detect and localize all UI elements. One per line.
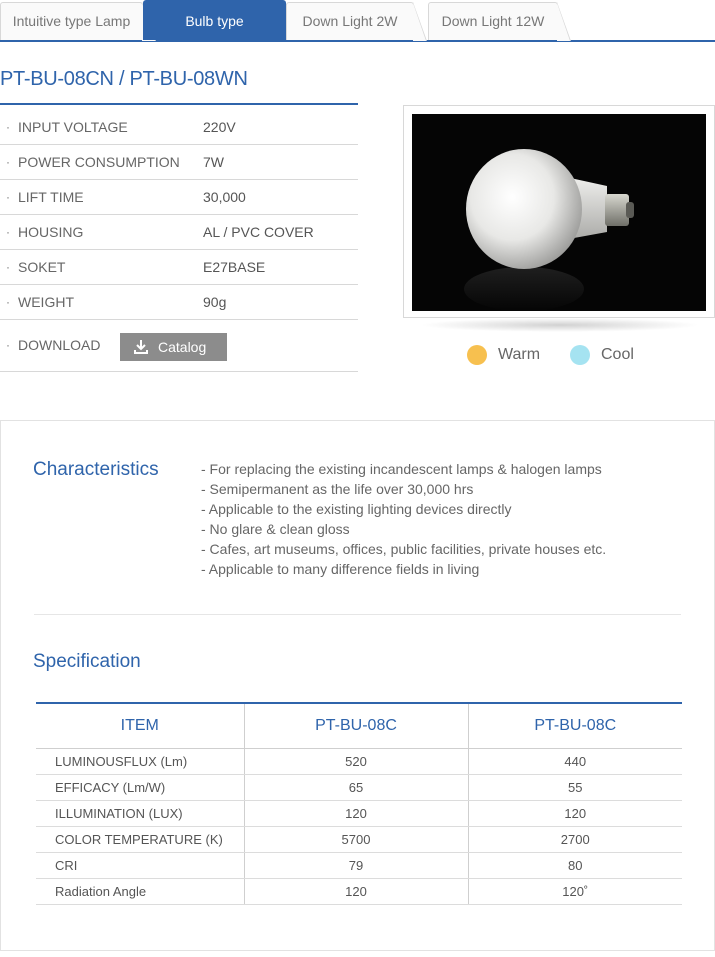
bullet: · (6, 155, 10, 169)
bullet: · (6, 338, 10, 352)
table-cell: 5700 (244, 826, 468, 852)
product-tabs (0, 0, 715, 42)
spec-value: 7W (203, 154, 224, 170)
warm-color-swatch[interactable] (467, 345, 487, 365)
table-cell: ILLUMINATION (LUX) (36, 800, 244, 826)
table-row (36, 878, 682, 904)
list-item: - Cafes, art museums, offices, public facilities, private houses etc. (201, 541, 607, 557)
table-cell: 120 (244, 878, 468, 904)
spec-row-soket (0, 250, 358, 285)
spec-list (0, 110, 358, 372)
header-item: ITEM (36, 703, 244, 748)
table-cell: EFFICACY (Lm/W) (36, 774, 244, 800)
spec-label: POWER CONSUMPTION (18, 154, 180, 170)
bullet: · (6, 260, 10, 274)
spec-row-input-voltage (0, 110, 358, 145)
header-model-1: PT-BU-08C (244, 703, 468, 748)
list-item: - Applicable to many difference fields in living (201, 561, 480, 577)
specification-table (36, 702, 682, 905)
characteristics-title: Characteristics (33, 459, 159, 480)
table-cell: 2700 (468, 826, 682, 852)
spec-label: SOKET (18, 259, 66, 275)
table-row (36, 748, 682, 774)
tab-down-light-12w[interactable] (428, 2, 558, 40)
table-row (36, 852, 682, 878)
bullet: · (6, 190, 10, 204)
table-cell: 80 (468, 852, 682, 878)
spec-label: WEIGHT (18, 294, 74, 310)
bulb-photo (412, 114, 706, 311)
spec-value: 220V (203, 119, 236, 135)
table-cell: 65 (244, 774, 468, 800)
product-image-frame (403, 105, 715, 318)
table-cell: 520 (244, 748, 468, 774)
download-label: DOWNLOAD (18, 337, 101, 353)
section-divider (34, 614, 681, 615)
table-cell: COLOR TEMPERATURE (K) (36, 826, 244, 852)
list-item: - For replacing the existing incandescent lamps & halogen lamps (201, 461, 602, 477)
catalog-button-label: Catalog (158, 339, 207, 355)
list-item: - Semipermanent as the life over 30,000 hrs (201, 481, 474, 497)
cool-color-label: Cool (601, 346, 634, 363)
table-cell: 120˚ (468, 878, 682, 904)
warm-color-label: Warm (498, 346, 541, 363)
spec-label: LIFT TIME (18, 189, 84, 205)
table-cell: 440 (468, 748, 682, 774)
table-row (36, 826, 682, 852)
table-cell: Radiation Angle (36, 878, 244, 904)
bulb-illustration (412, 114, 706, 311)
table-row (36, 800, 682, 826)
spec-value: AL / PVC COVER (203, 224, 314, 240)
spec-row-lift-time (0, 180, 358, 215)
table-cell: 120 (468, 800, 682, 826)
tab-down-light-2w[interactable] (286, 2, 414, 40)
cool-color-swatch[interactable] (570, 345, 590, 365)
characteristics-list (201, 459, 606, 579)
spec-label: INPUT VOLTAGE (18, 119, 128, 135)
tab-intuitive-type-lamp[interactable] (0, 2, 143, 40)
spec-value: 90g (203, 294, 227, 310)
spec-row-power-consumption (0, 145, 358, 180)
table-row (36, 774, 682, 800)
spec-label: HOUSING (18, 224, 84, 240)
table-cell: 120 (244, 800, 468, 826)
bullet: · (6, 295, 10, 309)
table-cell: CRI (36, 852, 244, 878)
catalog-download-button[interactable] (120, 333, 227, 361)
spec-value: 30,000 (203, 189, 246, 205)
specification-title: Specification (33, 651, 141, 672)
bullet: · (6, 120, 10, 134)
table-cell: LUMINOUSFLUX (Lm) (36, 748, 244, 774)
product-title: PT-BU-08CN / PT-BU-08WN (0, 68, 248, 90)
list-item: - No glare & clean gloss (201, 521, 350, 537)
tab-label: Bulb type (185, 13, 244, 29)
spec-row-weight (0, 285, 358, 320)
tab-bulb-type[interactable] (143, 0, 286, 40)
table-header-row (36, 703, 682, 748)
tab-label: Down Light 2W (302, 13, 398, 29)
table-cell: 79 (244, 852, 468, 878)
tab-label: Down Light 12W (441, 13, 545, 29)
header-model-2: PT-BU-08C (468, 703, 682, 748)
image-shadow (420, 318, 700, 332)
download-row (0, 320, 358, 372)
title-divider (0, 103, 358, 105)
list-item: - Applicable to the existing lighting devices directly (201, 501, 512, 517)
download-icon (134, 339, 148, 355)
spec-row-housing (0, 215, 358, 250)
bullet: · (6, 225, 10, 239)
table-cell: 55 (468, 774, 682, 800)
spec-value: E27BASE (203, 259, 266, 275)
tab-label: Intuitive type Lamp (12, 13, 131, 29)
